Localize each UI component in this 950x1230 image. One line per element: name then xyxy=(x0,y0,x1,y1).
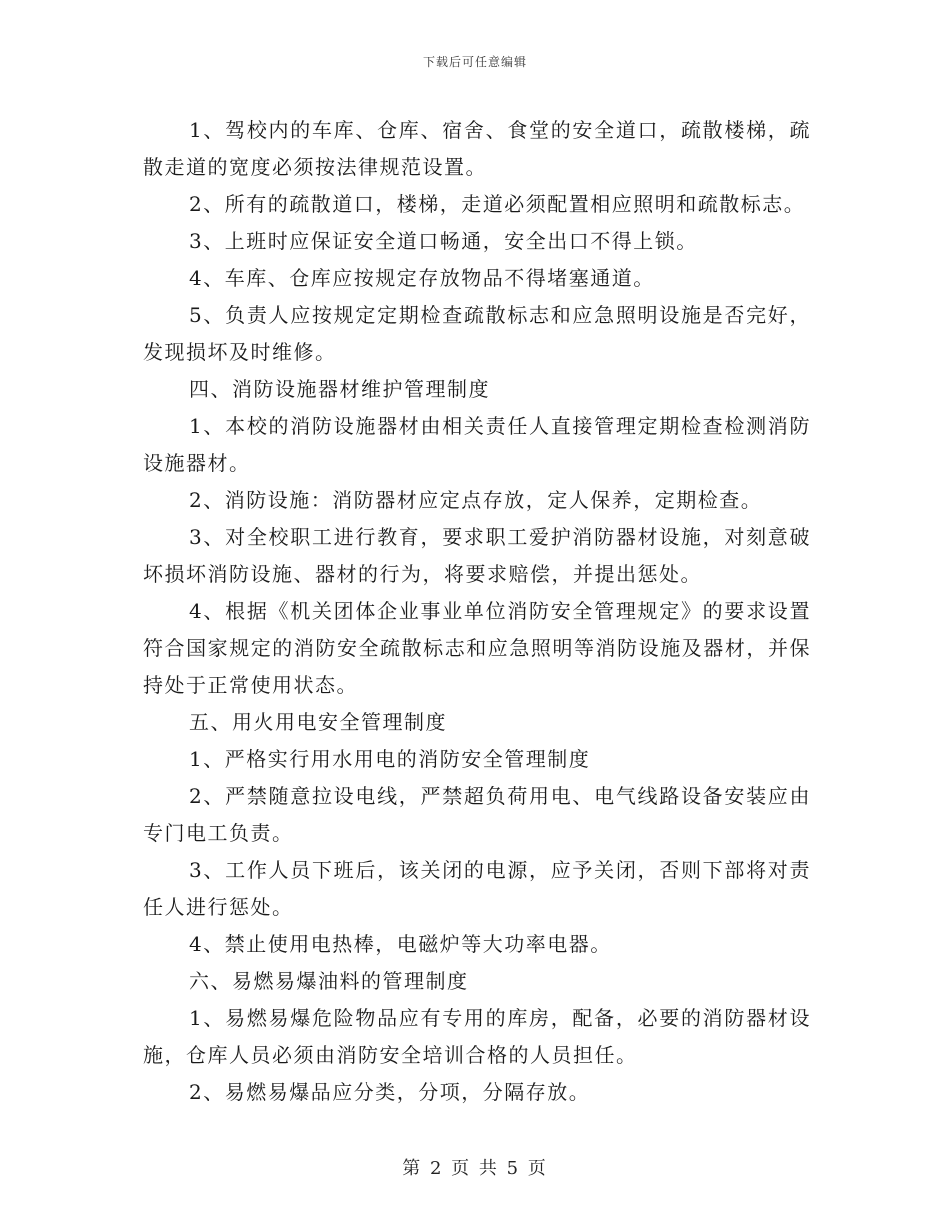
section-heading-4: 四、消防设施器材维护管理制度 xyxy=(189,377,490,401)
paragraph-regulation-compliance: 4、根据《机关团体企业事业单位消防安全管理规定》的要求设置符合国家规定的消防安全疏散标志和应急照明等消防设施及器材，并保持处于正常使用状态。 xyxy=(143,599,811,697)
paragraph-equipment-storage: 2、消防设施：消防器材应定点存放，定人保养，定期检查。 xyxy=(189,488,763,512)
paragraph-staff-education: 3、对全校职工进行教育，要求职工爱护消防器材设施，对刻意破坏损坏消防设施、器材的行为，将要求赔偿，并提出惩处。 xyxy=(143,525,811,586)
paragraph-power-off: 3、工作人员下班后，该关闭的电源，应予关闭，否则下部将对责任人进行惩处。 xyxy=(143,858,811,919)
paragraph-storage-passage: 4、车库、仓库应按规定存放物品不得堵塞通道。 xyxy=(189,266,655,290)
paragraph-wiring: 2、严禁随意拉设电线，严禁超负荷用电、电气线路设备安装应由专门电工负责。 xyxy=(143,784,811,845)
paragraph-hazard-storage: 1、易燃易爆危险物品应有专用的库房，配备，必要的消防器材设施，仓库人员必须由消防安全培训合格的人员担任。 xyxy=(143,1006,811,1067)
paragraph-evac-width: 1、驾校内的车库、仓库、宿舍、食堂的安全道口，疏散楼梯，疏散走道的宽度必须按法律规范设置。 xyxy=(143,118,811,179)
section-heading-5: 五、用火用电安全管理制度 xyxy=(189,710,447,734)
document-body xyxy=(143,112,811,1111)
paragraph-water-electric: 1、严格实行用水用电的消防安全管理制度 xyxy=(189,747,591,771)
page-header-note: 下载后可任意编辑 xyxy=(422,55,527,69)
paragraph-equipment-management: 1、本校的消防设施器材由相关责任人直接管理定期检查检测消防设施器材。 xyxy=(143,414,811,475)
page-number-footer: 第 2 页 共 5 页 xyxy=(402,1158,548,1179)
paragraph-exit-unlocked: 3、上班时应保证安全道口畅通，安全出口不得上锁。 xyxy=(189,229,698,253)
paragraph-evac-lighting: 2、所有的疏散道口，楼梯，走道必须配置相应照明和疏散标志。 xyxy=(189,192,806,216)
paragraph-hazard-separation: 2、易燃易爆品应分类，分项，分隔存放。 xyxy=(189,1080,591,1104)
paragraph-appliance-ban: 4、禁止使用电热棒，电磁炉等大功率电器。 xyxy=(189,932,612,956)
paragraph-inspection: 5、负责人应按规定定期检查疏散标志和应急照明设施是否完好，发现损坏及时维修。 xyxy=(143,303,811,364)
section-heading-6: 六、易燃易爆油料的管理制度 xyxy=(189,969,469,993)
